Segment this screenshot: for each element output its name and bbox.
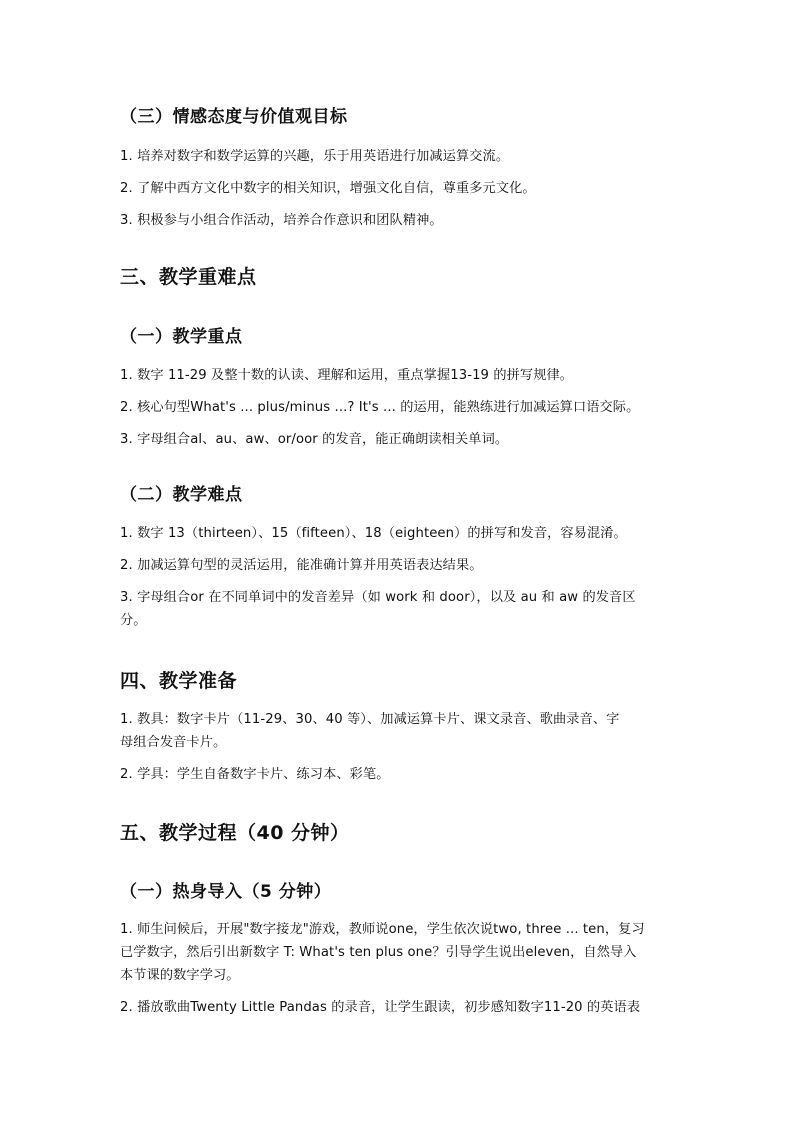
list-item: 1. 数字 13（thirteen）、15（fifteen）、18（eighteen）的拼写和发音，容易混淆。 <box>120 526 627 541</box>
list-item: 2. 了解中西方文化中数字的相关知识，增强文化自信，尊重多元文化。 <box>120 181 536 196</box>
list-item-line: 1. 教具：数字卡片（11-29、30、40 等）、加减运算卡片、课文录音、歌曲录音、字 <box>120 712 620 727</box>
list-item-line: 母组合发音卡片。 <box>120 735 227 750</box>
emotion-goals-heading: （三）情感态度与价值观目标 <box>120 107 348 127</box>
key-points-heading: （一）教学重点 <box>120 327 243 347</box>
list-item-line: 分。 <box>120 613 147 628</box>
key-points-list <box>120 364 680 451</box>
difficult-points-list <box>120 522 680 632</box>
list-item-line: 已学数字，然后引出新数字 T: What's ten plus one？引导学生说出eleven，自然导入 <box>120 945 637 960</box>
list-item: 3. 字母组合al、au、aw、or/oor 的发音，能正确朗读相关单词。 <box>120 432 509 447</box>
section-key-difficult-heading: 三、教学重难点 <box>120 266 257 288</box>
list-item: 1. 数字 11-29 及整十数的认读、理解和运用，重点掌握13-19 的拼写规律。 <box>120 368 574 383</box>
list-item: 1. 培养对数字和数学运算的兴趣，乐于用英语进行加减运算交流。 <box>120 149 510 164</box>
list-item: 2. 核心句型What's ... plus/minus ...? It's ... 的运用，能熟练进行加减运算口语交际。 <box>120 400 640 415</box>
list-item: 2. 加减运算句型的灵活运用，能准确计算并用英语表达结果。 <box>120 558 483 573</box>
list-item-line: 2. 播放歌曲Twenty Little Pandas 的录音，让学生跟读，初步感知数字11-20 的英语表 <box>120 1000 641 1015</box>
emotion-goals-list <box>120 145 680 232</box>
preparation-list <box>120 708 680 786</box>
list-item-line: 本节课的数字学习。 <box>120 968 240 983</box>
list-item: 2. 学具：学生自备数字卡片、练习本、彩笔。 <box>120 767 390 782</box>
section-process-heading: 五、教学过程（40 分钟） <box>120 822 350 844</box>
section-preparation-heading: 四、教学准备 <box>120 670 238 692</box>
list-item-line: 1. 师生问候后，开展"数字接龙"游戏，教师说one，学生依次说two, three ... ten，复习 <box>120 922 645 937</box>
list-item-line: 3. 字母组合or 在不同单词中的发音差异（如 work 和 door），以及 au 和 aw 的发音区 <box>120 590 636 605</box>
list-item: 3. 积极参与小组合作活动，培养合作意识和团队精神。 <box>120 213 443 228</box>
warmup-heading: （一）热身导入（5 分钟） <box>120 882 332 902</box>
difficult-points-heading: （二）教学难点 <box>120 485 243 505</box>
warmup-list <box>120 918 680 1019</box>
